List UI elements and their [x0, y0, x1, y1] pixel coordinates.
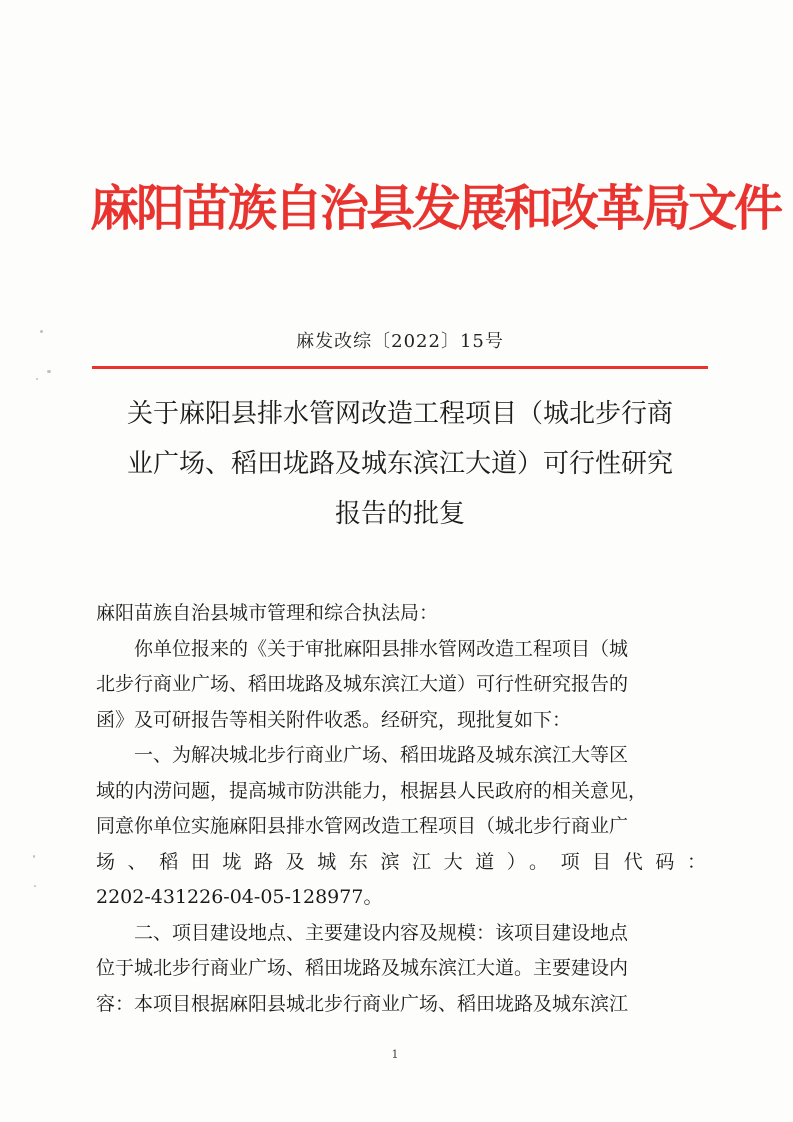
scan-speck	[40, 330, 43, 333]
body-line: 一、为解决城北步行商业广场、稻田垅路及城东滨江大等区	[134, 744, 629, 766]
issuer-header-title: 麻阳苗族自治县发展和改革局文件	[90, 179, 781, 237]
scan-speck	[34, 885, 36, 887]
document-title	[95, 389, 705, 539]
body-line: 域的内涝问题，提高城市防洪能力，根据县人民政府的相关意见，	[96, 779, 648, 802]
body-line: 容：本项目根据麻阳县城北步行商业广场、稻田垅路及城东滨江	[96, 992, 629, 1015]
body-line: 2202-431226-04-05-128977。	[96, 886, 383, 908]
title-line: 报告的批复	[334, 499, 465, 529]
body-line: 北步行商业广场、稻田垅路及城东滨江大道）可行性研究报告的	[96, 673, 629, 695]
document-body	[96, 596, 706, 1022]
title-line: 关于麻阳县排水管网改造工程项目（城北步行商	[126, 399, 673, 429]
body-line: 位于城北步行商业广场、稻田垅路及城东滨江大道。主要建设内	[96, 957, 629, 979]
red-divider-rule	[92, 366, 708, 369]
document-number: 麻发改综〔2022〕15号	[296, 331, 504, 352]
addressee: 麻阳苗族自治县城市管理和综合执法局：	[96, 602, 439, 624]
scan-speck	[36, 378, 38, 380]
scan-speck	[47, 370, 51, 373]
body-line: 场、稻田垅路及城东滨江大道）。项目代码：	[96, 850, 706, 873]
body-line: 你单位报来的《关于审批麻阳县排水管网改造工程项目（城	[134, 637, 629, 660]
body-line: 二、项目建设地点、主要建设内容及规模：该项目建设地点	[134, 921, 629, 944]
body-line: 同意你单位实施麻阳县排水管网改造工程项目（城北步行商业广	[96, 815, 629, 837]
page-number: 1	[391, 1048, 399, 1061]
body-line: 函》及可研报告等相关附件收悉。经研究，现批复如下：	[96, 708, 572, 731]
title-line: 业广场、稻田垅路及城东滨江大道）可行性研究	[126, 449, 673, 479]
scan-speck	[33, 855, 35, 858]
